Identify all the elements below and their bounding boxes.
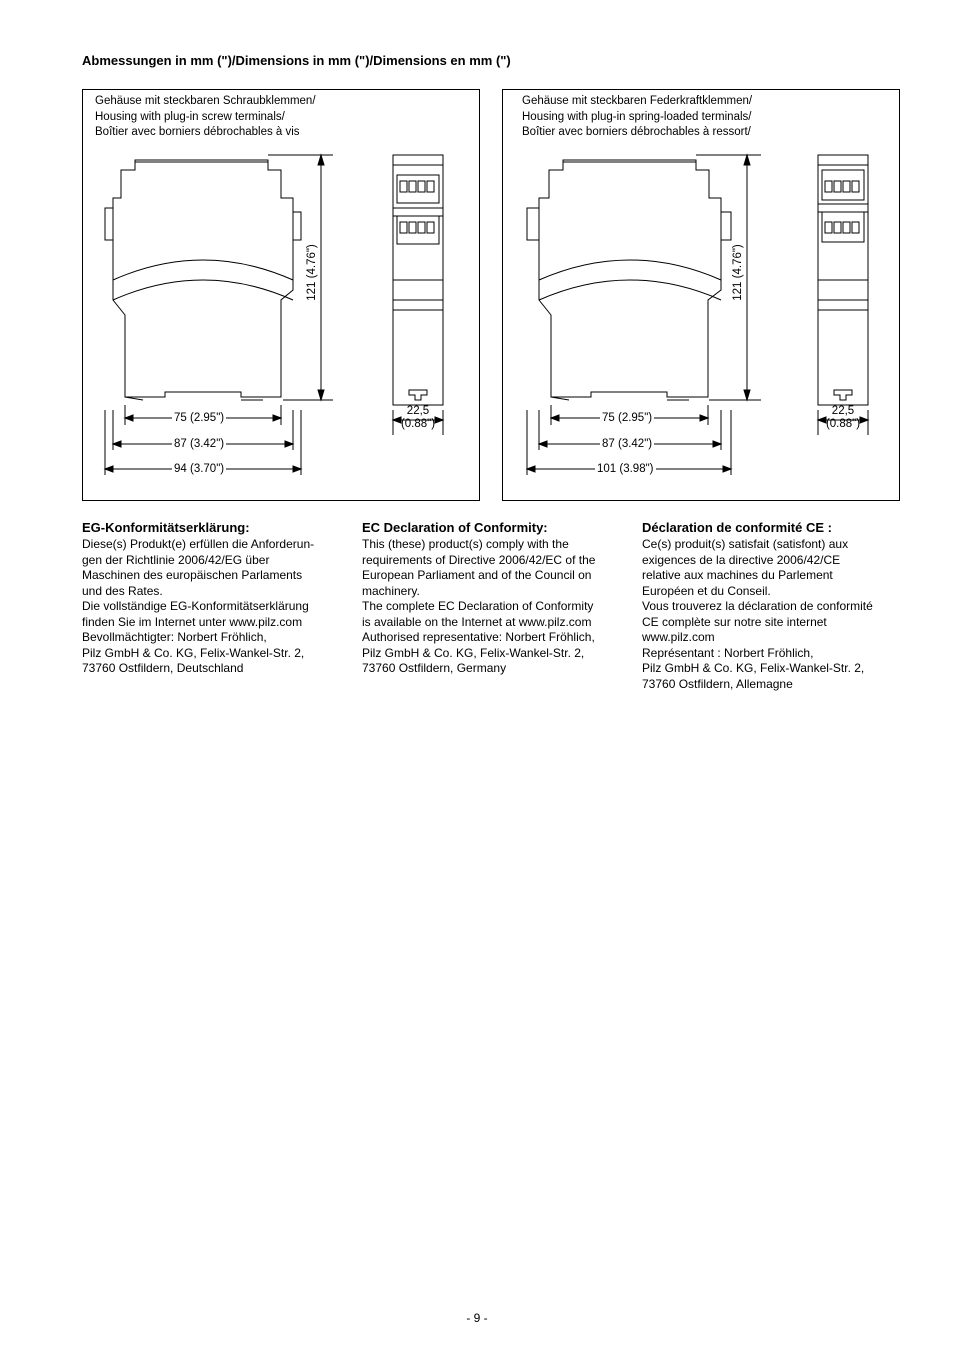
conformity-title: Déclaration de conformité CE : [642, 520, 832, 535]
conformity-title: EG-Konformitätserklärung: [82, 520, 250, 535]
page-number: - 9 - [466, 1311, 488, 1325]
width-dimension-94: 94 (3.70") [174, 463, 225, 475]
conformity-text: Diese(s) Produkt(e) erfüllen die Anforderun- gen der Richtlinie 2006/42/EG über Maschinen des europäischen Parlaments und des Rates. Die vollständige EG-Konformitätserklärung finden Sie im Internet unter www.pilz.com Bevollmächtigter: Norbert Fröhlich, Pilz GmbH & Co. KG, Felix-Wankel-Str. 2, 73760 Ostfildern, Deutschland [82, 537, 315, 675]
conformity-declaration-fr [642, 520, 904, 692]
width-dimension-75: 75 (2.95") [174, 412, 225, 424]
conformity-text: Ce(s) produit(s) satisfait (satisfont) aux exigences de la directive 2006/42/CE relative aux machines du Parlement Européen et du Conseil. Vous trouverez la déclaration de conformité CE complète sur notre site internet www.pilz.com Représentant : Norbert Fröhlich, Pilz GmbH & Co. KG, Felix-Wankel-Str. 2, 73760 Ostfildern, Allemagne [642, 537, 873, 691]
page-heading: Abmessungen in mm (")/Dimensions in mm (")/Dimensions en mm (") [82, 53, 511, 68]
conformity-declaration-en [362, 520, 624, 677]
conformity-declaration-de [82, 520, 344, 677]
front-width-dimension: 22,5 (0.88") [825, 405, 861, 430]
conformity-title: EC Declaration of Conformity: [362, 520, 548, 535]
height-dimension: 121 (4.76") [732, 241, 745, 304]
width-dimension-101: 101 (3.98") [597, 463, 654, 475]
width-dimension-75: 75 (2.95") [602, 412, 653, 424]
conformity-text: This (these) product(s) comply with the requirements of Directive 2006/42/EC of the European Parliament and of the Council on machinery. The complete EC Declaration of Conformity is available on the Internet at www.pilz.com Authorised representative: Norbert Fröhlich, Pilz GmbH & Co. KG, Felix-Wankel-Str. 2, 73760 Ostfildern, Germany [362, 537, 596, 675]
dimension-drawing-spring-terminals [502, 89, 900, 501]
housing-drawing-svg [503, 90, 899, 500]
width-dimension-87: 87 (3.42") [174, 438, 225, 450]
panel-caption: Gehäuse mit steckbaren Schraubklemmen/ Housing with plug-in screw terminals/ Boîtier avec borniers débrochables à vis [95, 95, 316, 138]
dimension-drawing-screw-terminals [82, 89, 480, 501]
panel-caption: Gehäuse mit steckbaren Federkraftklemmen/ Housing with plug-in spring-loaded terminals/ Boîtier avec borniers débrochables à ressort/ [522, 95, 753, 138]
front-width-dimension: 22,5 (0.88") [400, 405, 436, 430]
housing-drawing-svg [83, 90, 479, 500]
height-dimension: 121 (4.76") [306, 241, 319, 304]
width-dimension-87: 87 (3.42") [602, 438, 653, 450]
